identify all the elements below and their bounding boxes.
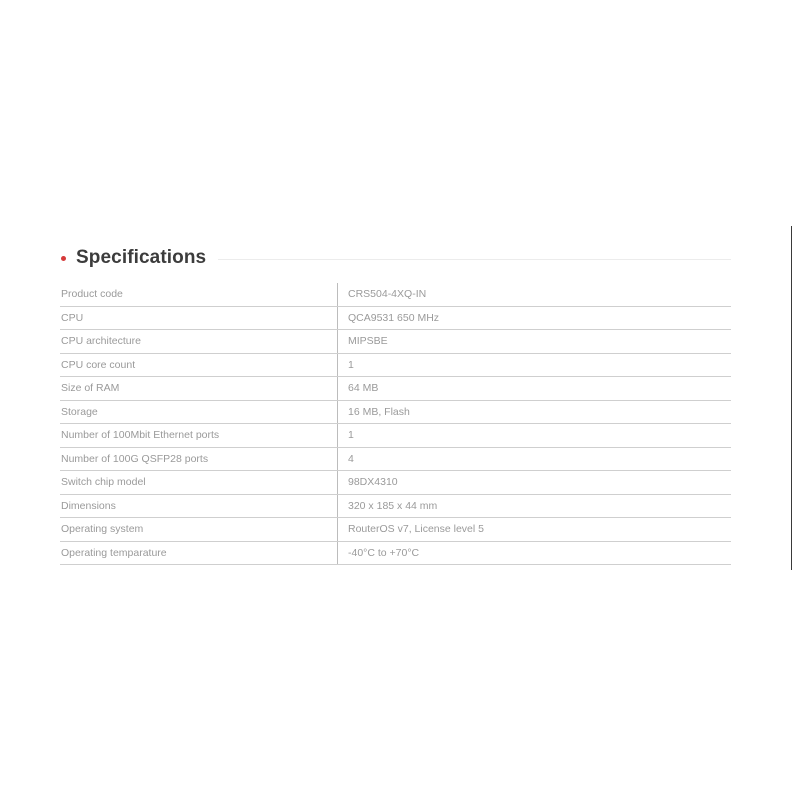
spec-value: 320 x 185 x 44 mm <box>338 494 732 518</box>
header-divider <box>218 259 731 260</box>
table-row <box>60 424 731 448</box>
spec-label: Operating temparature <box>60 541 338 565</box>
table-row <box>60 330 731 354</box>
table-row <box>60 353 731 377</box>
spec-value: -40°C to +70°C <box>338 541 732 565</box>
specifications-section <box>60 244 731 559</box>
spec-value: 1 <box>338 424 732 448</box>
table-row <box>60 471 731 495</box>
table-row <box>60 447 731 471</box>
spec-label: Storage <box>60 400 338 424</box>
spec-label: Switch chip model <box>60 471 338 495</box>
spec-value: CRS504-4XQ-IN <box>338 283 732 306</box>
section-header <box>60 244 731 272</box>
spec-value: MIPSBE <box>338 330 732 354</box>
spec-label: Product code <box>60 283 338 306</box>
bullet-dot-icon <box>61 256 66 261</box>
spec-label: Operating system <box>60 518 338 542</box>
table-row <box>60 283 731 306</box>
table-row <box>60 541 731 565</box>
table-row <box>60 518 731 542</box>
spec-label: CPU <box>60 306 338 330</box>
right-edge-divider <box>791 226 792 570</box>
spec-value: 64 MB <box>338 377 732 401</box>
spec-label: CPU core count <box>60 353 338 377</box>
spec-value: 98DX4310 <box>338 471 732 495</box>
specifications-table <box>60 283 731 565</box>
spec-value: 16 MB, Flash <box>338 400 732 424</box>
spec-value: QCA9531 650 MHz <box>338 306 732 330</box>
spec-label: Number of 100Mbit Ethernet ports <box>60 424 338 448</box>
spec-value: 1 <box>338 353 732 377</box>
table-row <box>60 306 731 330</box>
spec-label: Number of 100G QSFP28 ports <box>60 447 338 471</box>
table-row <box>60 400 731 424</box>
spec-label: CPU architecture <box>60 330 338 354</box>
spec-value: 4 <box>338 447 732 471</box>
table-row <box>60 494 731 518</box>
spec-label: Size of RAM <box>60 377 338 401</box>
table-row <box>60 377 731 401</box>
spec-label: Dimensions <box>60 494 338 518</box>
section-title: Specifications <box>76 247 207 268</box>
spec-value: RouterOS v7, License level 5 <box>338 518 732 542</box>
